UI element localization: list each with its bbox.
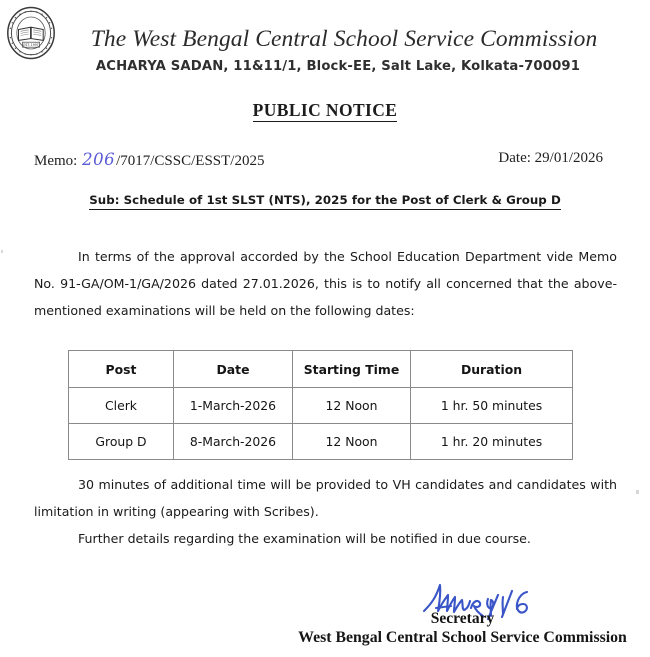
memo-reference — [34, 150, 264, 170]
subject-line-text: Sub: Schedule of 1st SLST (NTS), 2025 for the Post of Clerk & Group D — [89, 193, 561, 210]
table-row — [69, 424, 573, 460]
column-header-duration: Duration — [411, 351, 573, 388]
date-value: 29/01/2026 — [534, 150, 603, 166]
svg-text:EST. 1997: EST. 1997 — [23, 43, 39, 48]
memo-handwritten-number: 206 — [82, 150, 116, 169]
scan-artifact — [636, 490, 639, 494]
paragraph-approval — [34, 243, 617, 324]
public-notice-heading-text: PUBLIC NOTICE — [252, 100, 398, 120]
date-label: Date: — [498, 150, 531, 166]
notice-date — [498, 150, 603, 167]
cell-date-clerk: 1-March-2026 — [174, 388, 293, 424]
paragraph-additional-time — [34, 471, 617, 525]
public-notice-heading — [0, 100, 650, 121]
paragraph-further-details-text: Further details regarding the examination will be notified in due course. — [78, 531, 531, 546]
scan-artifact — [1, 250, 3, 253]
cell-duration-groupd: 1 hr. 20 minutes — [411, 424, 573, 460]
memo-reference-text: /7017/CSSC/ESST/2025 — [116, 153, 265, 169]
cell-post-clerk: Clerk — [69, 388, 174, 424]
subject-line — [0, 193, 650, 207]
paragraph-additional-time-text: 30 minutes of additional time will be provided to VH candidates and candidates with limitation in writing (appearing with Scribes). — [34, 477, 617, 519]
cell-time-clerk: 12 Noon — [293, 388, 411, 424]
organization-title: The West Bengal Central School Service Commission — [90, 26, 598, 52]
signatory-organization: West Bengal Central School Service Commission — [298, 629, 627, 646]
signatory-title: Secretary — [430, 610, 495, 627]
memo-label: Memo: — [34, 153, 78, 169]
cell-date-groupd: 8-March-2026 — [174, 424, 293, 460]
table-header-row — [69, 351, 573, 388]
cell-duration-clerk: 1 hr. 50 minutes — [411, 388, 573, 424]
column-header-starting-time: Starting Time — [293, 351, 411, 388]
paragraph-approval-text: In terms of the approval accorded by the School Education Department vide Memo No. 91-GA/OM-1/GA/2026 dated 27.01.2026, this is to notify all concerned that the above-mentioned examinations will be held on the following dates: — [34, 249, 617, 318]
cell-post-groupd: Group D — [69, 424, 174, 460]
cell-time-groupd: 12 Noon — [293, 424, 411, 460]
organization-address: ACHARYA SADAN, 11&11/1, Block-EE, Salt Lake, Kolkata-700091 — [95, 59, 581, 74]
column-header-post: Post — [69, 351, 174, 388]
paragraph-further-details — [34, 525, 617, 552]
table-row — [69, 388, 573, 424]
column-header-date: Date — [174, 351, 293, 388]
exam-schedule-table — [68, 350, 573, 460]
